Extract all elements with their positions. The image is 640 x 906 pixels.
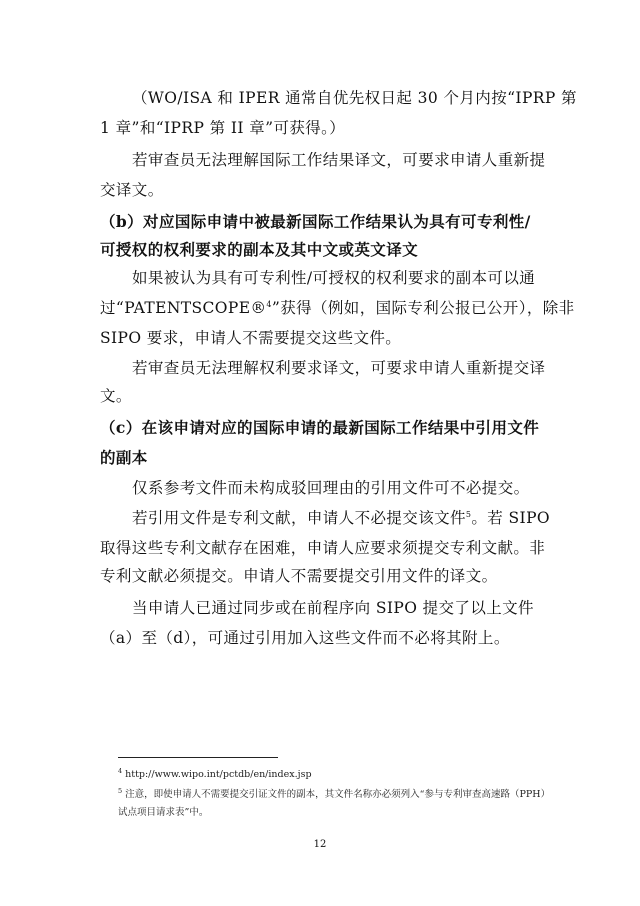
- paragraph-3-line-2-b: ”获得（例如，国际专利公报已公开），除非: [271, 299, 575, 317]
- paragraph-7-line-1: 当申请人已通过同步或在前程序向 SIPO 提交了以上文件: [132, 599, 534, 617]
- paragraph-6-line-2: 取得这些专利文献存在困难，申请人应要求须提交专利文献。非: [100, 539, 546, 557]
- paragraph-1-line-1: （WO/ISA 和 IPER 通常自优先权日起 30 个月内按“IPRP 第: [132, 89, 577, 107]
- footnote-5-text-1: 注意，即使申请人不需要提交引证文件的副本，其文件名称亦必须列入“参与专利审查高速路（PPH）: [125, 789, 551, 800]
- footnote-5-line-2: 试点项目请求表”中。: [118, 807, 209, 818]
- paragraph-3-line-2-a: 过“PATENTSCOPE®: [100, 299, 267, 317]
- heading-b-line-1: （b）对应国际申请中被最新国际工作结果认为具有可专利性/: [100, 212, 531, 231]
- paragraph-6-line-1: [132, 508, 550, 528]
- footnote-5-number: 5: [118, 786, 123, 795]
- paragraph-6-line-3: 专利文献必须提交。申请人不需要提交引用文件的译文。: [100, 567, 498, 585]
- footnote-divider: [118, 757, 278, 758]
- paragraph-4-line-1: 若审查员无法理解权利要求译文，可要求申请人重新提交译: [132, 359, 546, 377]
- heading-c-line-2: 的副本: [100, 448, 148, 467]
- paragraph-5-line-1: 仅系参考文件而未构成驳回理由的引用文件可不必提交。: [132, 479, 530, 497]
- paragraph-2-line-1: 若审查员无法理解国际工作结果译文，可要求申请人重新提: [132, 151, 546, 169]
- paragraph-7-line-2: （a）至（d），可通过引用加入这些文件而不必将其附上。: [100, 629, 510, 647]
- paragraph-3-line-1: 如果被认为具有可专利性/可授权的权利要求的副本可以通: [132, 269, 536, 287]
- footnote-4-url: http://www.wipo.int/pctdb/en/index.jsp: [125, 769, 312, 780]
- paragraph-2-line-2: 交译文。: [100, 181, 164, 199]
- paragraph-6-line-1-b: 。若 SIPO: [471, 509, 551, 527]
- paragraph-3-line-2: [100, 298, 575, 318]
- paragraph-4-line-2: 文。: [100, 387, 132, 405]
- heading-b-line-2: 可授权的权利要求的副本及其中文或英文译文: [100, 240, 419, 259]
- paragraph-6-line-1-a: 若引用文件是专利文献，申请人不必提交该文件: [132, 509, 466, 527]
- footnote-4-number: 4: [118, 766, 123, 775]
- footnote-ref-4: 4: [266, 299, 272, 309]
- heading-c-line-1: （c）在该申请对应的国际申请的最新国际工作结果中引用文件: [100, 418, 540, 437]
- footnote-5-line-1: [118, 788, 550, 802]
- page-number: 12: [313, 839, 327, 850]
- footnote-4: [118, 768, 312, 782]
- paragraph-1-line-2: 1 章”和“IPRP 第 II 章”可获得。）: [100, 119, 346, 137]
- footnote-ref-5: 5: [465, 509, 472, 519]
- paragraph-3-line-3: SIPO 要求，申请人不需要提交这些文件。: [100, 329, 402, 347]
